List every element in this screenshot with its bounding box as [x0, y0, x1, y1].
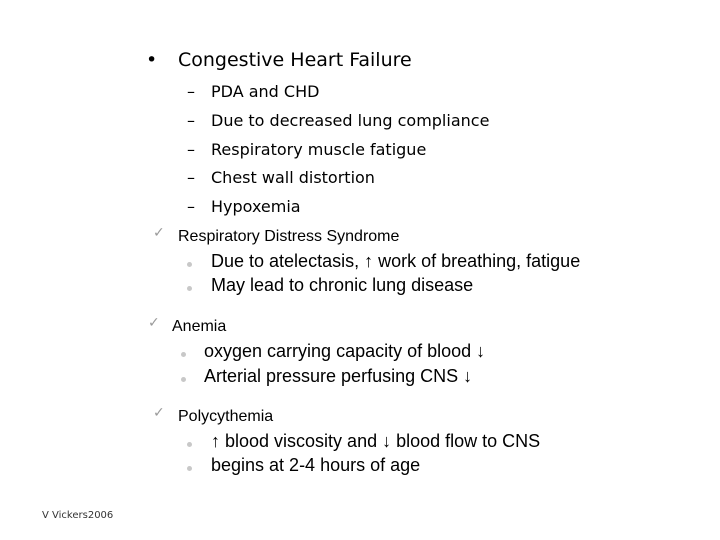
- bullet-dot-icon: [187, 262, 192, 267]
- chf-dash: –: [187, 111, 195, 130]
- polycythemia-item: ↑ blood viscosity and ↓ blood flow to CNS: [211, 431, 541, 451]
- chf-dash: –: [187, 197, 195, 216]
- bullet-dot-icon: [187, 286, 192, 291]
- check-title-anemia: Anemia: [172, 318, 227, 335]
- bullet-dot-icon: [181, 352, 186, 357]
- chf-dash: –: [187, 140, 195, 159]
- bullet-dot-icon: [187, 466, 192, 471]
- main-bullet-title: Congestive Heart Failure: [178, 49, 412, 71]
- check-icon: ✓: [153, 225, 165, 241]
- footer-credit: V Vickers2006: [42, 510, 114, 521]
- check-title-rds: Respiratory Distress Syndrome: [178, 228, 400, 245]
- chf-item: Hypoxemia: [211, 197, 301, 216]
- chf-dash: –: [187, 168, 195, 187]
- rds-item: May lead to chronic lung disease: [211, 275, 474, 295]
- bullet-dot-icon: [181, 377, 186, 382]
- polycythemia-item: begins at 2-4 hours of age: [211, 455, 421, 475]
- chf-item: Respiratory muscle fatigue: [211, 140, 427, 159]
- main-bullet-symbol: •: [146, 49, 158, 71]
- bullet-dot-icon: [187, 442, 192, 447]
- check-icon: ✓: [148, 315, 160, 331]
- anemia-item: Arterial pressure perfusing CNS ↓: [204, 366, 473, 386]
- anemia-item: oxygen carrying capacity of blood ↓: [204, 341, 486, 361]
- chf-item: PDA and CHD: [211, 82, 320, 101]
- chf-item: Chest wall distortion: [211, 168, 375, 187]
- check-title-polycythemia: Polycythemia: [178, 408, 274, 425]
- chf-item: Due to decreased lung compliance: [211, 111, 490, 130]
- rds-item: Due to atelectasis, ↑ work of breathing, fatigue: [211, 251, 581, 271]
- check-icon: ✓: [153, 405, 165, 421]
- chf-dash: –: [187, 82, 195, 101]
